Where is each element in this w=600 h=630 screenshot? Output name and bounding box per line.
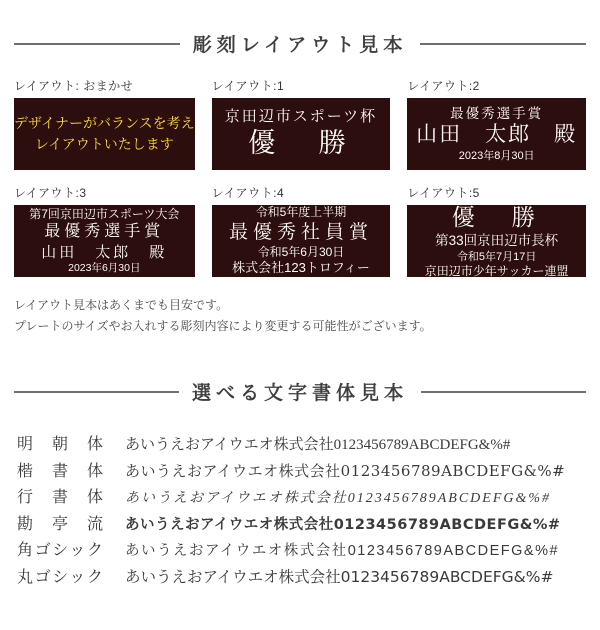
plate-line: レイアウトいたします	[34, 136, 174, 152]
plate-line: 優 勝	[248, 128, 354, 159]
layout-label: レイアウト:2	[407, 79, 480, 93]
font-name: 明朝体	[17, 436, 103, 454]
font-name: 行書体	[17, 489, 103, 507]
font-sample-row-kanteiryu	[17, 511, 583, 538]
font-name: 勘亭流	[17, 515, 103, 533]
plate-line: 最優秀社員賞	[228, 221, 373, 243]
font-sample-text: あいうえおアイウエオ株式会社0123456789ABCDEFG&%#	[125, 516, 561, 533]
plate-line: 最優秀選手賞	[450, 105, 544, 121]
layout-label: レイアウト:3	[14, 186, 87, 200]
engraving-plate	[14, 205, 195, 277]
layout-label: レイアウト:4	[211, 186, 285, 200]
plate-line: 令和5年7月17日	[456, 250, 537, 263]
divider-line	[14, 391, 179, 393]
font-sample-text: あいうえおアイウエオ株式会社0123456789ABCDEFG&%#	[125, 567, 554, 586]
plate-line: 令和5年6月30日	[257, 244, 345, 259]
layout-sample-3	[14, 184, 195, 277]
layout-sample-5	[407, 184, 586, 277]
layout-sample-4	[212, 184, 391, 277]
plate-line: 2023年6月30日	[68, 261, 141, 274]
divider-line	[14, 43, 180, 45]
layout-disclaimer-note	[0, 295, 600, 336]
font-sample-text: あいうえおアイウエオ株式会社0123456789ABCDEFG&%#	[125, 461, 566, 480]
engraving-plate	[14, 98, 195, 170]
font-name: 楷書体	[17, 462, 103, 480]
plate-line: 令和5年度上半期	[255, 205, 347, 220]
plate-line: 第7回京田辺市スポーツ大会	[29, 206, 180, 221]
plate-line: 最優秀選手賞	[44, 223, 165, 241]
layout-sample-omakase	[14, 77, 195, 170]
font-sample-row-marugothic	[17, 564, 583, 591]
font-sample-text: あいうえおアイウエオ株式会社0123456789ABCDEFG&%#	[125, 491, 552, 507]
plate-line: 京田辺市少年サッカー連盟	[424, 263, 569, 277]
font-name: 角ゴシック	[17, 542, 103, 560]
plate-line: 第33回京田辺市長杯	[435, 233, 559, 249]
layout-sample-1	[212, 77, 391, 170]
layout-label: レイアウト:1	[211, 79, 285, 93]
engraving-plate	[407, 205, 586, 277]
font-sample-row-kaisho	[17, 458, 583, 485]
note-line: レイアウト見本はあくまでも目安です。	[14, 298, 229, 312]
divider-line	[420, 43, 586, 45]
plate-line: 株式会社123トロフィー	[232, 260, 370, 276]
divider-line	[421, 391, 586, 393]
plate-line: 優 勝	[451, 205, 542, 230]
layout-label: レイアウト:5	[407, 186, 480, 200]
engraving-plate	[212, 98, 391, 170]
font-samples-list	[0, 431, 600, 590]
font-sample-text: あいうえおアイウエオ株式会社0123456789ABCDEFG&%#	[125, 543, 560, 560]
plate-line: 京田辺市スポーツ杯	[224, 108, 378, 126]
font-sample-row-gyosho	[17, 484, 583, 511]
layout-samples-grid	[0, 77, 600, 277]
font-sample-text: あいうえおアイウエオ株式会社0123456789ABCDEFG&%#	[125, 437, 511, 454]
font-sample-row-kakugothic	[17, 537, 583, 564]
font-name: 丸ゴシック	[17, 568, 103, 586]
plate-line: 2023年8月30日	[458, 150, 535, 163]
plate-line: 山田 太郎 殿	[416, 123, 578, 147]
section-title: 選べる文字書体見本	[192, 383, 409, 405]
section-title: 彫刻レイアウト見本	[192, 35, 408, 56]
engraving-plate	[212, 205, 391, 277]
section-header-engraving-layout	[0, 30, 600, 57]
engraving-plate	[407, 98, 586, 170]
layout-label: レイアウト: おまかせ	[14, 79, 134, 93]
section-header-font-samples	[0, 378, 600, 405]
layout-sample-2	[407, 77, 586, 170]
plate-line: 山田 太郎 殿	[41, 243, 168, 261]
note-line: プレートのサイズやお入れする彫刻内容により変更する可能性がございます。	[14, 318, 432, 333]
plate-line: デザイナーがバランスを考え	[14, 115, 195, 131]
font-sample-row-mincho	[17, 431, 583, 458]
